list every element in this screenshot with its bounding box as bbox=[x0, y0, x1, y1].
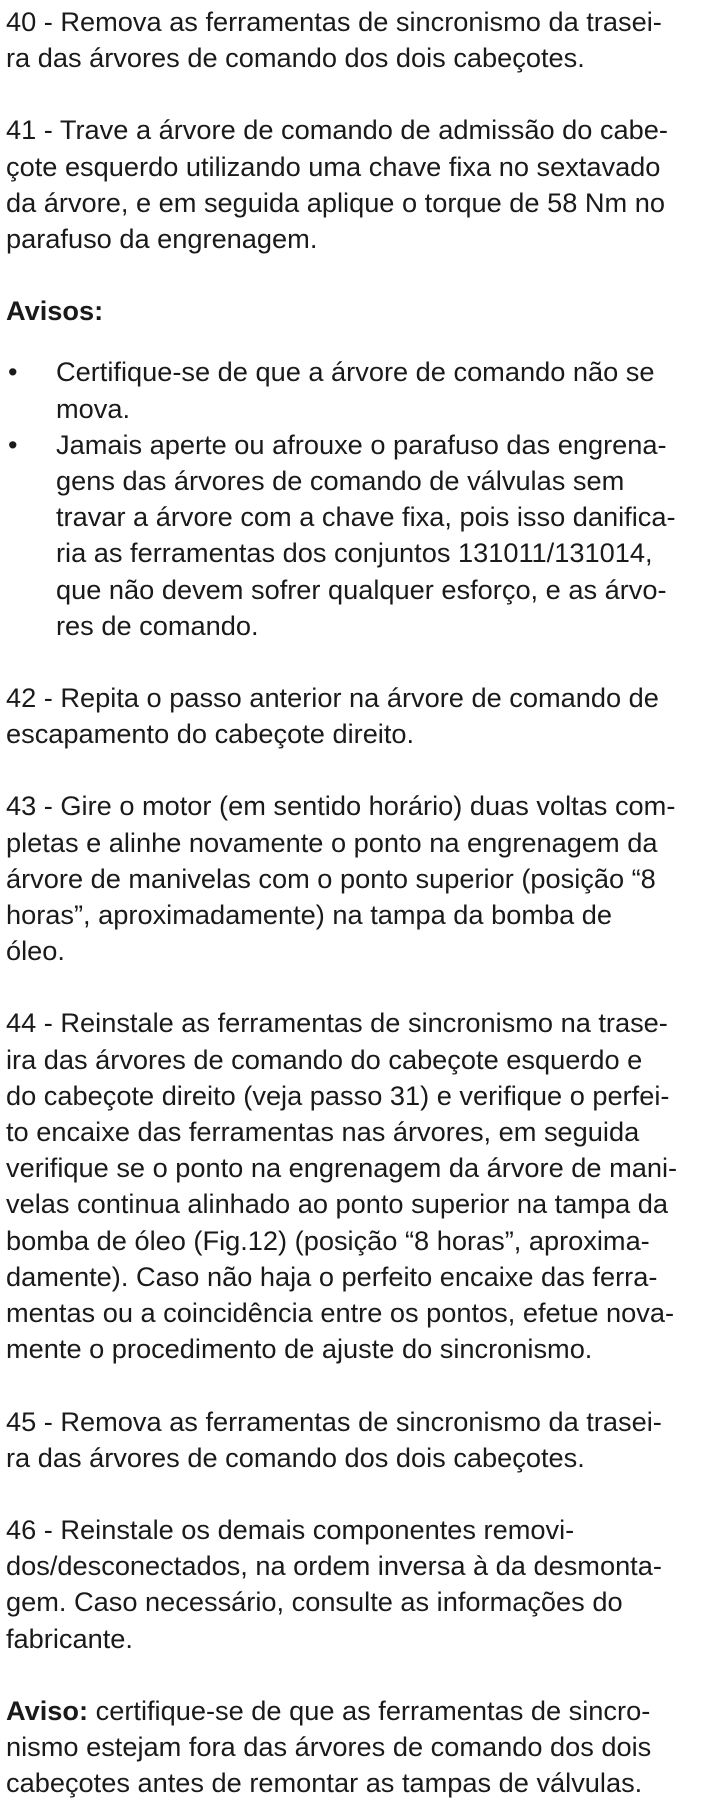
avisos-bullet-item bbox=[6, 427, 709, 644]
final-warning-paragraph bbox=[6, 1693, 709, 1801]
avisos-bullet-list bbox=[6, 354, 709, 644]
bullet-icon: • bbox=[8, 356, 18, 388]
step-44-paragraph: 44 - Reinstale as ferramentas de sincronismo na trase- ira das árvores de comando do cabeçote esquerdo e do cabeçote direito (veja passo 31) e verifique o perfei- to encaixe das ferramentas nas árvores, em seguida verifique se o ponto na engrenagem da árvore de mani- velas continua alinhado ao ponto superior na tampa da bomba de óleo (Fig.12) (posição “8 horas”, aproxima- damente). Caso não haja o perfeito encaixe das ferra- mentas ou a coincidência entre os pontos, efetue nova- mente o procedimento de ajuste do sincronismo. bbox=[6, 1007, 678, 1365]
step-40-paragraph: 40 - Remova as ferramentas de sincronismo da trasei- ra das árvores de comando dos dois cabeçotes. bbox=[6, 6, 662, 74]
avisos-bullet-text: Jamais aperte ou afrouxe o parafuso das engrena- gens das árvores de comando de válvulas sem travar a árvore com a chave fixa, pois isso danifica- ria as ferramentas dos conjuntos 131011/131014, que não devem sofrer qualquer esforço, e as árvo- res de comando. bbox=[56, 428, 676, 641]
final-warning-text: certifique-se de que as ferramentas de sincro- nismo estejam fora das árvores de comando dos dois cabeçotes antes de remontar as tampas de válvulas. bbox=[6, 1694, 652, 1799]
avisos-heading: Avisos: bbox=[6, 295, 104, 327]
document-page bbox=[6, 4, 709, 1801]
avisos-bullet-text: Certifique-se de que a árvore de comando não se mova. bbox=[56, 356, 655, 424]
step-42-paragraph: 42 - Repita o passo anterior na árvore de comando de escapamento do cabeçote direito. bbox=[6, 682, 659, 750]
step-45-paragraph: 45 - Remova as ferramentas de sincronismo da trasei- ra das árvores de comando dos dois cabeçotes. bbox=[6, 1405, 662, 1473]
step-46-paragraph: 46 - Reinstale os demais componentes removi- dos/desconectados, na ordem inversa à da desmonta- gem. Caso necessário, consulte as informações do fabricante. bbox=[6, 1513, 662, 1654]
step-41-paragraph: 41 - Trave a árvore de comando de admissão do cabe- çote esquerdo utilizando uma chave fixa no sextavado da árvore, e em seguida aplique o torque de 58 Nm no parafuso da engrenagem. bbox=[6, 114, 668, 255]
final-warning-label: Aviso: bbox=[6, 1694, 89, 1726]
avisos-bullet-item bbox=[6, 354, 709, 426]
bullet-icon: • bbox=[8, 428, 18, 460]
step-43-paragraph: 43 - Gire o motor (em sentido horário) duas voltas com- pletas e alinhe novamente o ponto na engrenagem da árvore de manivelas com o ponto superior (posição “8 horas”, aproximadamente) na tampa da bomba de óleo. bbox=[6, 790, 676, 967]
